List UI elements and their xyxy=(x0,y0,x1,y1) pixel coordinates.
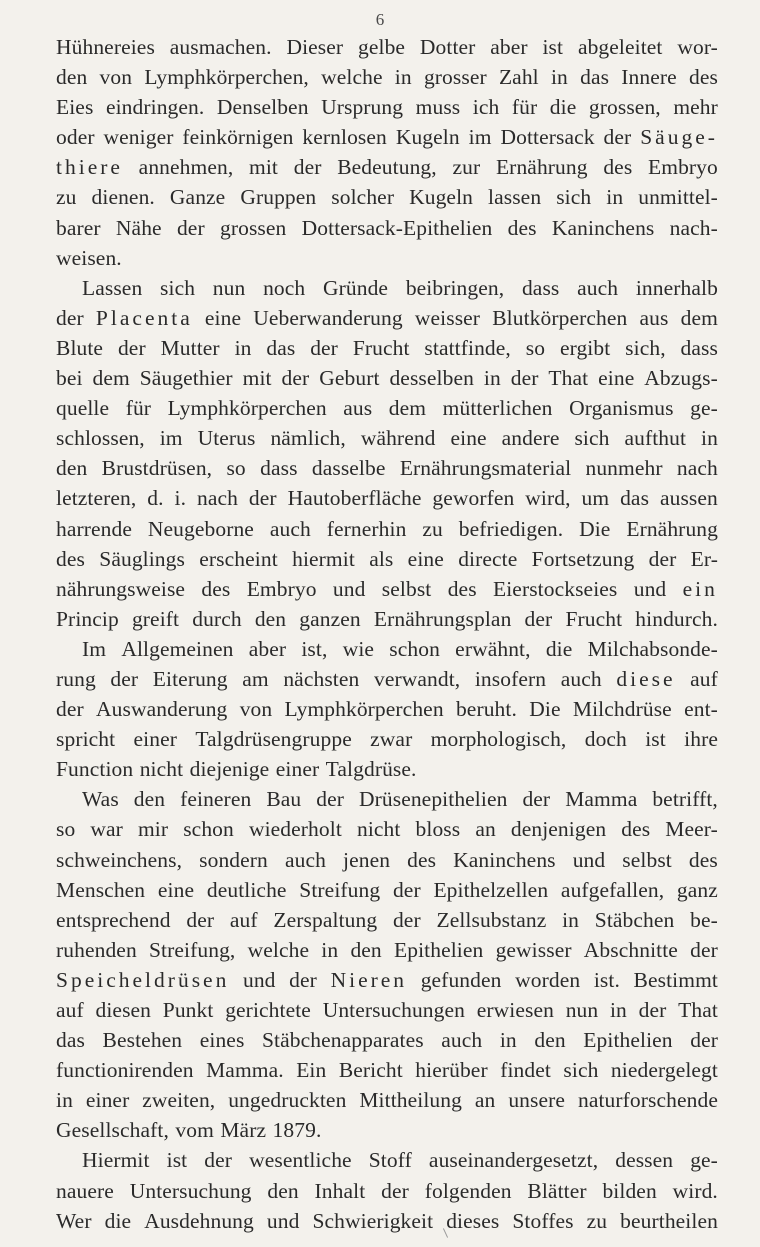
text-line: Hiermit ist der wesentliche Stoff auseinandergesetzt, dessen ge- xyxy=(82,1148,718,1173)
text-line: so war mir schon wiederholt nicht bloss an denjenigen des Meer- xyxy=(56,817,718,842)
text-line: barer Nähe der grossen Dottersack-Epithelien des Kaninchens nach- xyxy=(56,215,718,240)
text-line: entsprechend der auf Zerspaltung der Zellsubstanz in Stäbchen be- xyxy=(56,907,718,932)
text-line: bei dem Säugethier mit der Geburt desselben in der That eine Abzugs- xyxy=(56,366,718,391)
text-line: letzteren, d. i. nach der Hautoberfläche geworfen wird, um das aussen xyxy=(56,486,718,511)
text-line: oder weniger feinkörnigen kernlosen Kugeln im Dottersack der Säuge- xyxy=(56,125,718,150)
text-line: ruhenden Streifung, welche in den Epithelien gewisser Abschnitte der xyxy=(56,937,718,962)
page-number: 6 xyxy=(375,10,385,29)
text-line: auf diesen Punkt gerichtete Untersuchungen erwiesen nun in der That xyxy=(56,998,718,1022)
text-line: rung der Eiterung am nächsten verwandt, insofern auch diese auf xyxy=(56,666,718,691)
text-line: thiere annehmen, mit der Bedeutung, zur Ernährung des Embryo xyxy=(56,155,718,180)
text-line: nauere Untersuchung den Inhalt der folgenden Blätter bilden wird. xyxy=(56,1178,718,1203)
text-line: functionirenden Mamma. Ein Bericht hierüber findet sich niedergelegt xyxy=(56,1058,718,1083)
text-line: schlossen, im Uterus nämlich, während eine andere sich aufthut in xyxy=(56,426,718,451)
text-line: der Auswanderung von Lymphkörperchen beruht. Die Milchdrüse ent- xyxy=(56,697,718,722)
text-line: weisen. xyxy=(56,245,122,270)
text-line: spricht einer Talgdrüsengruppe zwar morphologisch, doch ist ihre xyxy=(56,727,718,752)
text-line: Hühnereies ausmachen. Dieser gelbe Dotter aber ist abgeleitet wor- xyxy=(56,35,718,59)
body-text xyxy=(56,32,718,1236)
text-line: quelle für Lymphkörperchen aus dem mütterlichen Organismus ge- xyxy=(56,396,718,421)
text-line: den Brustdrüsen, so dass dasselbe Ernährungsmaterial nunmehr nach xyxy=(56,456,718,481)
text-line: harrende Neugeborne auch fernerhin zu befriedigen. Die Ernährung xyxy=(56,516,718,541)
text-line: des Säuglings erscheint hiermit als eine directe Fortsetzung der Er- xyxy=(56,546,718,571)
text-line: Princip greift durch den ganzen Ernährungsplan der Frucht hindurch. xyxy=(56,606,718,631)
text-line: der Placenta eine Ueberwanderung weisser Blutkörperchen aus dem xyxy=(56,305,718,330)
text-line: Im Allgemeinen aber ist, wie schon erwähnt, die Milchabsonde- xyxy=(82,636,718,661)
text-line: nährungsweise des Embryo und selbst des Eierstockseies und ein xyxy=(56,576,718,601)
text-line: Menschen eine deutliche Streifung der Epithelzellen aufgefallen, ganz xyxy=(56,877,718,902)
text-line: den von Lymphkörperchen, welche in grosser Zahl in das Innere des xyxy=(56,65,718,90)
text-line: Function nicht diejenige einer Talgdrüse. xyxy=(56,757,417,782)
text-line: in einer zweiten, ungedruckten Mittheilung an unsere naturforschende xyxy=(56,1088,718,1113)
text-line: das Bestehen eines Stäbchenapparates auch in den Epithelien der xyxy=(56,1028,718,1053)
text-line: Wer die Ausdehnung und Schwierigkeit dieses Stoffes zu beurtheilen xyxy=(56,1208,718,1233)
text-line: Lassen sich nun noch Gründe beibringen, dass auch innerhalb xyxy=(82,275,718,300)
text-line: Was den feineren Bau der Drüsenepithelien der Mamma betrifft, xyxy=(82,787,718,812)
text-line: schweinchens, sondern auch jenen des Kaninchens und selbst des xyxy=(56,847,718,872)
text-line: Gesellschaft, vom März 1879. xyxy=(56,1118,322,1143)
text-line: zu dienen. Ganze Gruppen solcher Kugeln lassen sich in unmittel- xyxy=(56,185,718,210)
text-line: Eies eindringen. Denselben Ursprung muss ich für die grossen, mehr xyxy=(56,95,718,120)
text-line: Speicheldrüsen und der Nieren gefunden worden ist. Bestimmt xyxy=(56,967,718,992)
text-line: Blute der Mutter in das der Frucht stattfinde, so ergibt sich, dass xyxy=(56,335,718,360)
